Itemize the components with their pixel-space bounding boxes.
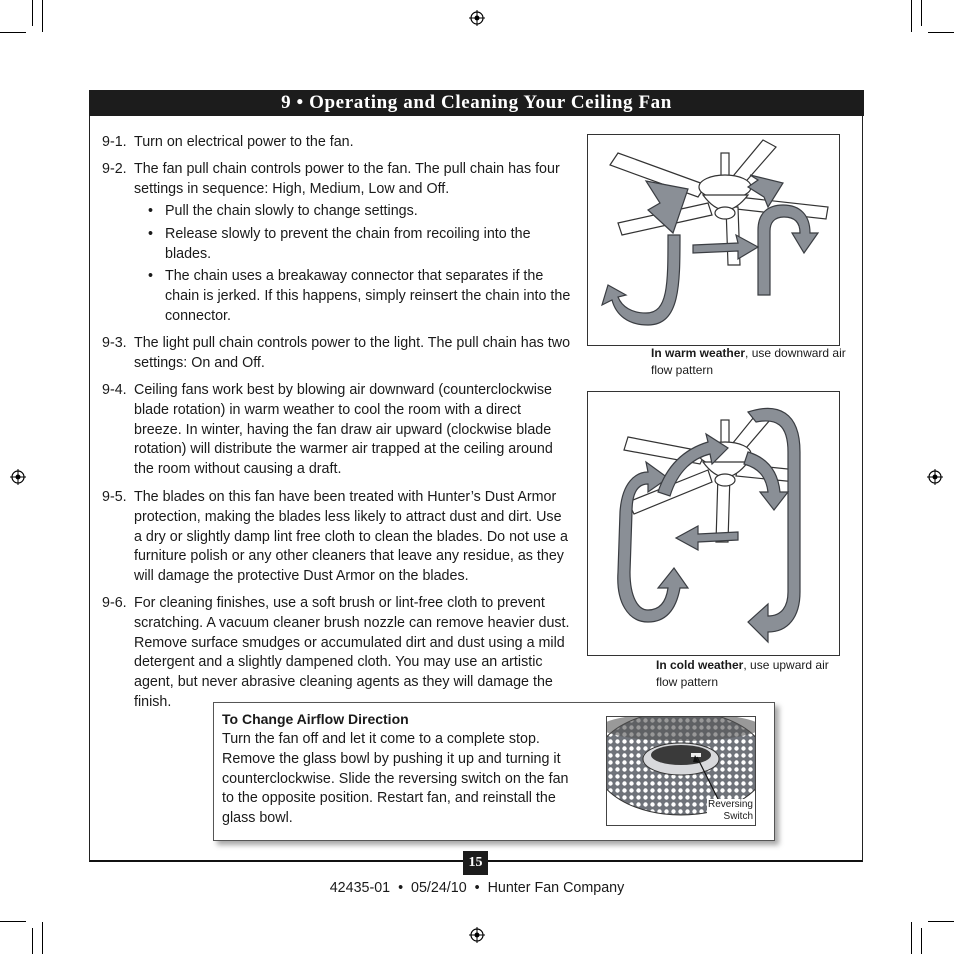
section-title: 9 • Operating and Cleaning Your Ceiling Fan <box>281 92 672 113</box>
callout-text: Turn the fan off and let it come to a complete stop. Remove the glass bowl by pushing it up and turning it counterclockwise. Slide the reversing switch on the fan to the opposite position. Restart fan, and reinstall the glass bowl. <box>222 731 569 827</box>
cold-weather-caption <box>656 657 836 691</box>
crop-mark-icon <box>921 928 922 954</box>
step-9-2 <box>102 160 572 200</box>
crop-mark-icon <box>0 921 26 922</box>
step-number: 9-5. <box>102 489 127 505</box>
bullet-icon: • <box>148 268 154 284</box>
reversing-switch-label <box>708 799 753 823</box>
caption-text: , use downward air flow pattern <box>651 346 846 377</box>
step-text: For cleaning finishes, use a soft brush or lint-free cloth to prevent scratching. A vacuum cleaner brush nozzle can remove heavier dust. Remove surface smudges or accumulated dirt and dust using a mild detergent and a slightly dampened cloth. You may use an artistic agent, but never abrasive cleaning agents as they will damage the finish. <box>134 595 570 710</box>
step-number: 9-6. <box>102 595 127 611</box>
step-number: 9-1. <box>102 134 127 150</box>
label-line: Reversing <box>707 799 753 810</box>
bullet-text: Release slowly to prevent the chain from recoiling into the blades. <box>165 226 531 262</box>
crop-mark-icon <box>928 921 954 922</box>
bullet-item <box>148 225 572 265</box>
step-text: The blades on this fan have been treated with Hunter’s Dust Armor protection, making the blades less likely to attract dust and dirt. Use a dry or slightly damp lint free cloth to clean the blades. Do not use a furniture polish or any other cleaners that leave any residue, as they will damage the protective Dust Armor on the blades. <box>134 489 568 585</box>
bullet-icon: • <box>148 226 154 242</box>
crop-mark-icon <box>42 922 43 954</box>
warm-weather-caption <box>651 345 851 379</box>
step-9-6 <box>102 594 572 713</box>
step-text: The light pull chain controls power to the light. The pull chain has two settings: On and Off. <box>134 335 571 371</box>
crop-mark-icon <box>928 32 954 33</box>
crop-mark-icon <box>0 32 26 33</box>
registration-mark-icon <box>469 927 485 943</box>
step-number: 9-4. <box>102 382 127 398</box>
bullet-item <box>148 267 572 326</box>
warm-weather-fan-illustration <box>587 134 840 346</box>
label-line: Switch <box>723 811 753 822</box>
crop-mark-icon <box>42 0 43 32</box>
reversing-switch-illustration <box>606 716 756 826</box>
crop-mark-icon <box>32 0 33 26</box>
bullet-icon: • <box>148 203 154 219</box>
step-text: The fan pull chain controls power to the fan. The pull chain has four settings in sequence: High, Medium, Low and Off. <box>134 161 560 197</box>
step-text: Turn on electrical power to the fan. <box>134 134 354 150</box>
registration-mark-icon <box>469 10 485 26</box>
cold-weather-fan-illustration <box>587 391 840 656</box>
step-9-4 <box>102 381 572 480</box>
step-9-1 <box>102 133 572 153</box>
crop-mark-icon <box>32 928 33 954</box>
airflow-direction-callout <box>213 702 775 841</box>
callout-title: To Change Airflow Direction <box>222 711 409 727</box>
caption-text: , use upward air flow pattern <box>656 658 829 689</box>
section-title-bar <box>89 90 864 116</box>
registration-mark-icon <box>927 469 943 485</box>
footer-text: 42435-01 • 05/24/10 • Hunter Fan Company <box>329 880 625 896</box>
crop-mark-icon <box>911 922 912 954</box>
step-text: Ceiling fans work best by blowing air downward (counterclockwise blade rotation) in warm weather to cool the room with a direct breeze. In winter, having the fan draw air upward (clockwise blade rotation) will distribute the warmer air trapped at the ceiling around the room without causing a draft. <box>134 382 553 478</box>
caption-bold: In warm weather <box>651 346 746 360</box>
caption-bold: In cold weather <box>656 658 744 672</box>
crop-mark-icon <box>911 0 912 32</box>
page-number: 15 <box>463 851 488 875</box>
bullet-item <box>148 202 572 222</box>
step-9-3 <box>102 334 572 374</box>
crop-mark-icon <box>921 0 922 26</box>
step-number: 9-2. <box>102 161 127 177</box>
bullet-text: Pull the chain slowly to change settings. <box>165 203 418 219</box>
registration-mark-icon <box>10 469 26 485</box>
step-9-5 <box>102 488 572 587</box>
step-number: 9-3. <box>102 335 127 351</box>
bullet-text: The chain uses a breakaway connector that separates if the chain is jerked. If this happens, simply reinsert the chain into the connector. <box>165 268 571 324</box>
